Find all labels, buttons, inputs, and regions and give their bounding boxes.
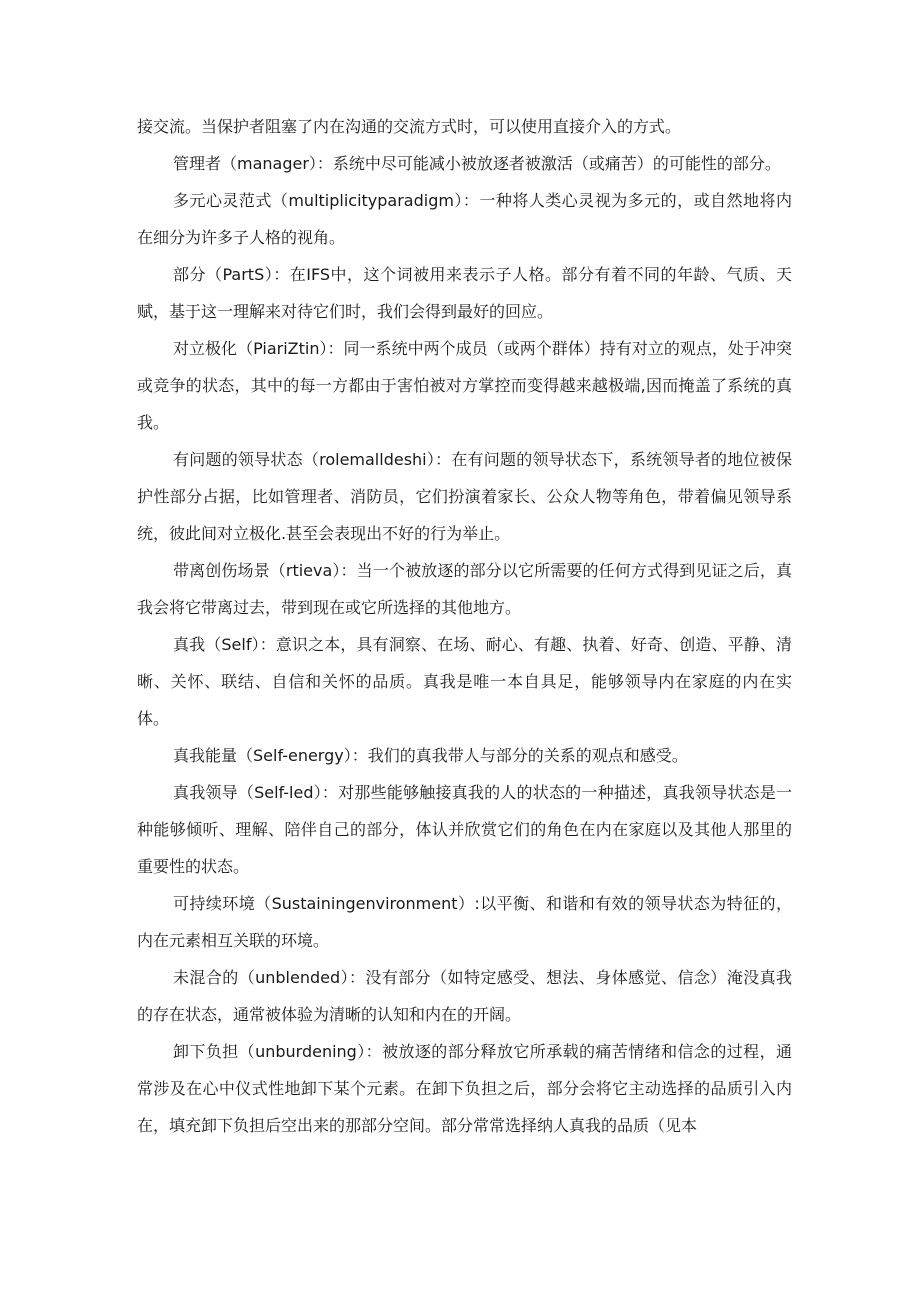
paragraph-parts: 部分（PartS）：在IFS中，这个词被用来表示子人格。部分有着不同的年龄、气质、天赋，基于这一理解来对待它们时，我们会得到最好的回应。 [137, 265, 792, 321]
paragraph-unburdening: 卸下负担（unburdening）：被放逐的部分释放它所承载的痛苦情绪和信念的过程，通常涉及在心中仪式性地卸下某个元素。在卸下负担之后，部分会将它主动选择的品质引入内在，填充卸下负担后空出来的那部分空间。部分常常选择纳人真我的品质（见本 [137, 1042, 792, 1135]
document-body [137, 108, 792, 1144]
paragraph-self: 真我（Self）：意识之本，具有洞察、在场、耐心、有趣、执着、好奇、创造、平静、清晰、关怀、联结、自信和关怀的品质。真我是唯一本自具足，能够领导内在家庭的内在实体。 [137, 635, 792, 728]
paragraph-retrieval: 带离创伤场景（rtieva）：当一个被放逐的部分以它所需要的任何方式得到见证之后，真我会将它带离过去，带到现在或它所选择的其他地方。 [137, 561, 792, 617]
paragraph-polarization: 对立极化（PiariZtin）：同一系统中两个成员（或两个群体）持有对立的观点，处于冲突或竞争的状态，其中的每一方都由于害怕被对方掌控而变得越来越极端,因而掩盖了系统的真我。 [137, 339, 792, 432]
paragraph-problematic-leadership: 有问题的领导状态（rolemalldeshi）：在有问题的领导状态下，系统领导者的地位被保护性部分占据，比如管理者、消防员，它们扮演着家长、公众人物等角色，带着偏见领导系统，彼此间对立极化.甚至会表现出不好的行为举止。 [137, 450, 792, 543]
paragraph-sustaining-environment: 可持续环境（Sustainingenvironment）:以平衡、和谐和有效的领导状态为特征的，内在元素相互关联的环境。 [137, 894, 792, 950]
paragraph-manager: 管理者（manager）：系统中尽可能减小被放逐者被激活（或痛苦）的可能性的部分。 [173, 154, 781, 173]
paragraph-self-energy: 真我能量（Self-energy）：我们的真我带人与部分的关系的观点和感受。 [173, 746, 688, 765]
paragraph-self-led: 真我领导（Self-led）：对那些能够触接真我的人的状态的一种描述，真我领导状态是一种能够倾听、理解、陪伴自己的部分，体认并欣赏它们的角色在内在家庭以及其他人那里的重要性的状态。 [137, 783, 792, 876]
paragraph-continued-intro: 接交流。当保护者阻塞了内在沟通的交流方式时，可以使用直接介入的方式。 [137, 117, 682, 136]
paragraph-unblended: 未混合的（unblended）：没有部分（如特定感受、想法、身体感觉、信念）淹没真我的存在状态，通常被体验为清晰的认知和内在的开阔。 [137, 968, 792, 1024]
paragraph-multiplicity-paradigm: 多元心灵范式（multiplicityparadigm）：一种将人类心灵视为多元的，或自然地将内在细分为许多子人格的视角。 [137, 191, 792, 247]
